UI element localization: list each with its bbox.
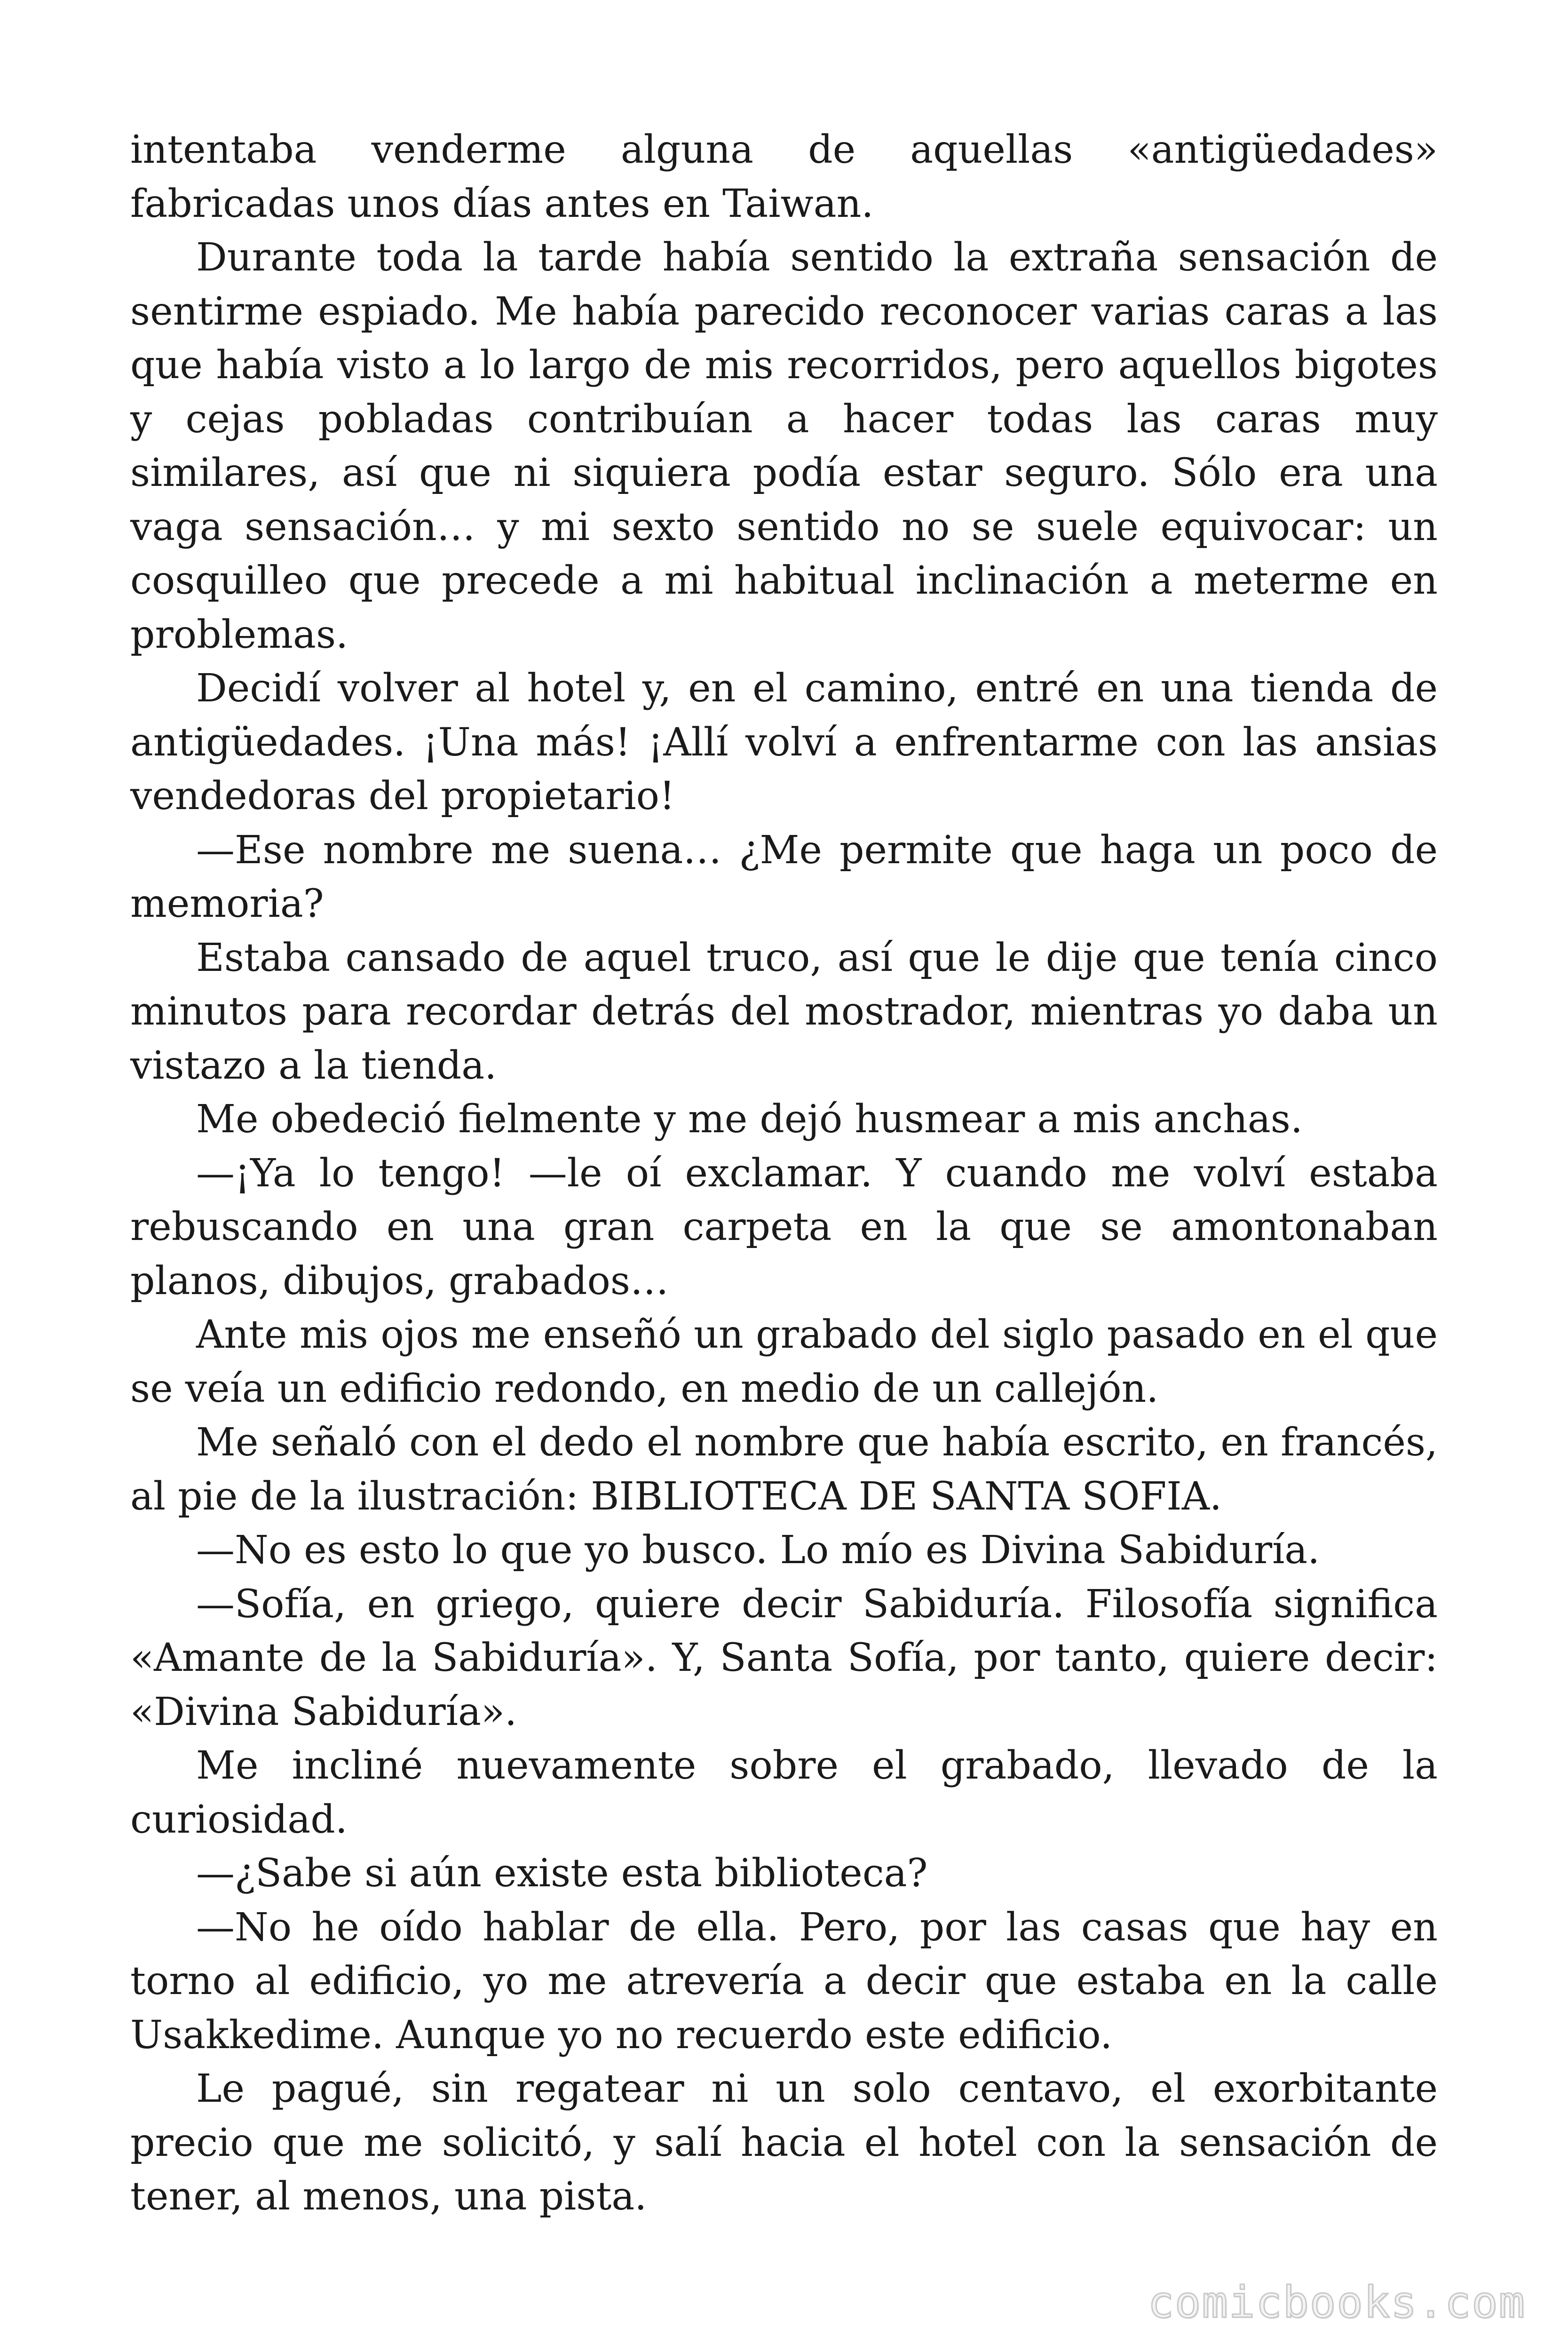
paragraph: Durante toda la tarde había sentido la extraña sensación de sentirme espiado. Me había parecido reconocer varias caras a las que había visto a lo largo de mis recorridos, pero aquellos bigotes y cejas pobladas contribuían a hacer todas las caras muy similares, así que ni siquiera podía estar seguro. Sólo era una vaga sensación… y mi sexto sentido no se suele equivocar: un cosquilleo que precede a mi habitual inclinación a meterme en problemas. — [130, 235, 1438, 657]
paragraph: Me incliné nuevamente sobre el grabado, llevado de la curiosidad. — [130, 1743, 1438, 1842]
paragraph: Decidí volver al hotel y, en el camino, entré en una tienda de antigüedades. ¡Una más! ¡Allí volví a enfrentarme con las ansias vendedoras del propietario! — [130, 666, 1438, 818]
dialogue-paragraph: —¡Ya lo tengo! —le oí exclamar. Y cuando me volví estaba rebuscando en una gran carpeta en la que se amontonaban planos, dibujos, grabados… — [130, 1151, 1438, 1303]
paragraph: Me obedeció fielmente y me dejó husmear a mis anchas. — [196, 1097, 1303, 1142]
dialogue-paragraph: —No es esto lo que yo busco. Lo mío es Divina Sabiduría. — [196, 1528, 1320, 1573]
dialogue-paragraph: —¿Sabe si aún existe esta biblioteca? — [196, 1851, 928, 1896]
paragraph: Ante mis ojos me enseñó un grabado del siglo pasado en el que se veía un edificio redondo, en medio de un callejón. — [130, 1312, 1438, 1411]
body-text — [130, 123, 1438, 2224]
paragraph: Estaba cansado de aquel truco, así que le dije que tenía cinco minutos para recordar detrás del mostrador, mientras yo daba un vistazo a la tienda. — [130, 935, 1438, 1088]
paragraph: Me señaló con el dedo el nombre que había escrito, en francés, al pie de la ilustración: BIBLIOTECA DE SANTA SOFIA. — [130, 1420, 1438, 1519]
dialogue-paragraph: —Sofía, en griego, quiere decir Sabiduría. Filosofía significa «Amante de la Sabiduría». Y, Santa Sofía, por tanto, quiere decir: «Divina Sabiduría». — [130, 1581, 1438, 1734]
watermark-logo: comicbooks.com — [1148, 2277, 1526, 2328]
paragraph: intentaba venderme alguna de aquellas «antigüedades» fabricadas unos días antes en Taiwan. — [130, 127, 1438, 226]
paragraph: Le pagué, sin regatear ni un solo centavo, el exorbitante precio que me solicitó, y salí hacia el hotel con la sensación de tener, al menos, una pista. — [130, 2066, 1438, 2219]
dialogue-paragraph: —No he oído hablar de ella. Pero, por las casas que hay en torno al edificio, yo me atrevería a decir que estaba en la calle Usakkedime. Aunque yo no recuerdo este edificio. — [130, 1905, 1438, 2058]
dialogue-paragraph: —Ese nombre me suena… ¿Me permite que haga un poco de memoria? — [130, 827, 1438, 926]
